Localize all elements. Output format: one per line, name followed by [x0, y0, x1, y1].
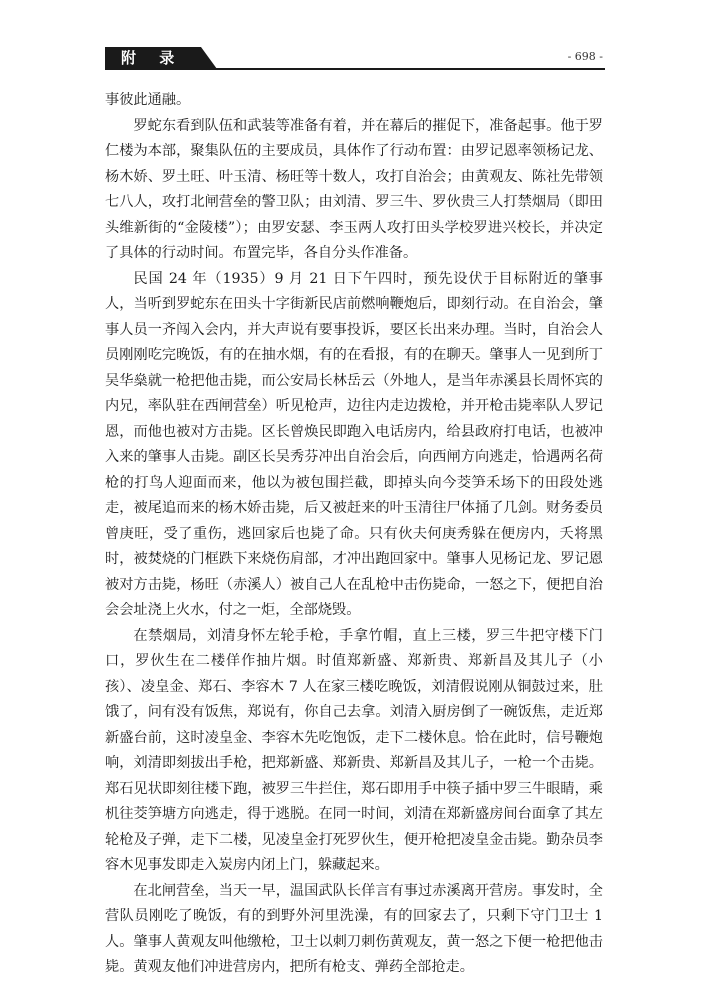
paragraph: 在北闸营垒，当天一早，温国武队长佯言有事过赤溪离开营房。事发时，全营队员刚吃了晚饭，有的到野外河里洗澡，有的回家去了，只剩下守门卫士 1 人。肇事人黄观友叫他缴枪，卫士以刺刀刺伤黄观友，黄一怒之下便一枪把他击毙。黄观友他们冲进营房内，把所有枪支、弹药全部抢走。: [105, 882, 603, 975]
paragraph: 在禁烟局，刘清身怀左轮手枪，手拿竹帽，直上三楼，罗三牛把守楼下门口，罗伙生在二楼佯作抽片烟。时值郑新盛、郑新贵、郑新昌及其儿子（小孩）、凌皇金、郑石、李容木 7 人在家三楼吃晚饭，刘清假说刚从铜鼓过来，肚饿了，问有没有饭焦，郑说有，你自己去拿。刘清入厨房倒了一碗饭焦，走近郑新盛台前，这时凌皇金、李容木先吃饱饭，走下二楼休息。恰在此时，信号鞭炮响，刘清即刻拔出手枪，把郑新盛、郑新贵、郑新昌及其儿子，一枪一个击毙。郑石见状即刻往楼下跑，被罗三牛拦住，郑石即用手中筷子插中罗三牛眼睛，乘机往茭笋塘方向逃走，得于逃脱。在同一时间，刘清在郑新盛房间台面拿了其左轮枪及子弹，走下二楼，见凌皇金打死罗伙生，便开枪把凌皇金击毙。勤杂员李容木见事发即走入炭房内闭上门，躲藏起来。: [105, 627, 603, 873]
header-rule: [105, 68, 605, 70]
paragraph: 民国 24 年（1935）9 月 21 日下午四时，预先设伏于目标附近的肇事人，当听到罗蛇东在田头十字街新民店前燃响鞭炮后，即刻行动。在自治会，肇事人员一齐闯入会内，并大声说有要事投诉，要区长出来办理。当时，自治会人员刚刚吃完晚饭，有的在抽水烟，有的在看报，有的在聊天。肇事人一见到所丁吴华燊就一枪把他击毙，而公安局长林岳云（外地人，是当年赤溪县长周怀宾的内兄，率队驻在西闸营垒）听见枪声，边往内走边拨枪，并开枪击毙率队人罗记恩，而他也被对方击毙。区长曾焕民即跑入电话房内，给县政府打电话，也被冲入来的肇事人击毙。副区长吴秀芬冲出自治会后，向西闸方向逃走，恰遇两名荷枪的打鸟人迎面而来，他以为被包围拦截，即掉头向今茭笋禾场下的田段处逃走，被尾追而来的杨木娇击毙，后又被赶来的叶玉清往尸体捅了几剑。财务委员曾庚旺，受了重伤，逃回家后也毙了命。只有伙夫何庚秀躲在便房内，夭将黑时，被焚烧的门框跌下来烧伤肩部，才冲出跑回家中。肇事人见杨记龙、罗记恩被对方击毙，杨旺（赤溪人）被自己人在乱枪中击伤毙命，一怒之下，便把自治会会址浇上火水，付之一炬，全部烧毁。: [105, 270, 603, 618]
body-text: [105, 88, 603, 981]
running-header: [105, 47, 605, 71]
paragraph: 事彼此通融。: [105, 92, 191, 108]
section-label: 附 录: [121, 49, 184, 67]
page-number: - 698 -: [567, 50, 603, 63]
paragraph: 罗蛇东看到队伍和武装等准备有着，并在幕后的摧促下，准备起事。他于罗仁楼为本部，聚集队伍的主要成员，具体作了行动布置：由罗记恩率领杨记龙、杨木娇、罗土旺、叶玉清、杨旺等十数人，攻打自治会；由黄观友、陈社先带领七八人，攻打北闸营垒的警卫队；由刘清、罗三牛、罗伙贵三人打禁烟局（即田头维新街的“金陵楼”）；由罗安瑟、李玉两人攻打田头学校罗进兴校长，并决定了具体的行动时间。布置完毕，各自分头作准备。: [105, 117, 603, 261]
